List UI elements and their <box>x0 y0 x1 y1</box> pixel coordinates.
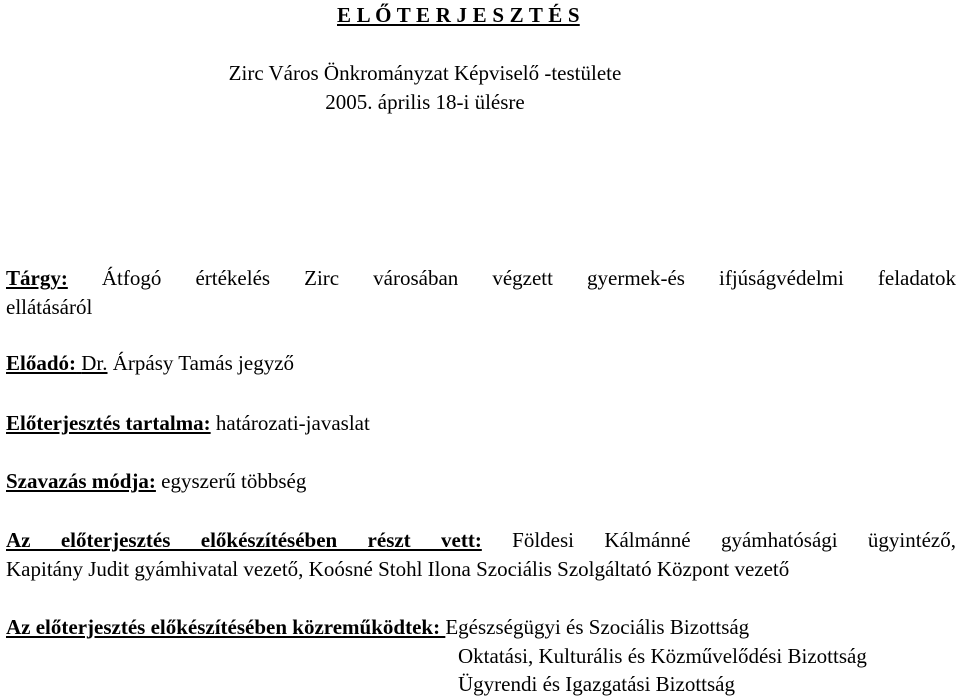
body-name: Zirc Város Önkrományzat Képviselő -testülete <box>228 61 622 85</box>
preparers-line-2 <box>6 556 789 582</box>
voting-line <box>6 468 306 494</box>
contributors-line-1 <box>6 614 749 640</box>
document-title: E L Ő T E R J E S Z T É S <box>337 3 580 27</box>
contributor-item: Egészségügyi és Szociális Bizottság <box>445 615 750 639</box>
voting-value: egyszerű többség <box>155 469 307 493</box>
subject-line-2 <box>6 294 92 320</box>
preparers-label: Az előterjesztés előkészítésében részt vett: <box>6 528 482 552</box>
content-value: határozati-javaslat <box>210 411 370 435</box>
presenter-name: Árpásy Tamás jegyző <box>107 351 295 375</box>
contributor-item: Ügyrendi és Igazgatási Bizottság <box>458 672 735 696</box>
meeting-date: 2005. április 18-i ülésre <box>325 90 525 114</box>
presenter-name-title: Dr. <box>81 351 108 375</box>
presenter-line <box>6 350 294 376</box>
preparers-line-1 <box>6 527 956 554</box>
contributors-label: Az előterjesztés előkészítésében közreműködtek: <box>6 615 446 639</box>
contributor-item: Oktatási, Kulturális és Közművelődési Bizottság <box>458 644 867 668</box>
subject-line-1 <box>6 265 956 292</box>
subject-text-1: Átfogó értékelés Zirc városában végzett gyermek-és ifjúságvédelmi feladatok <box>101 266 956 290</box>
subject-text-2: ellátásáról <box>6 295 93 319</box>
voting-label: Szavazás módja: <box>6 469 156 493</box>
content-label: Előterjesztés tartalma: <box>6 411 211 435</box>
subject-label: Tárgy: <box>6 266 68 290</box>
content-line <box>6 410 370 436</box>
preparers-value-1: Földesi Kálmánné gyámhatósági ügyintéző, <box>481 528 956 552</box>
preparers-value-2: Kapitány Judit gyámhivatal vezető, Koósné Stohl Ilona Szociális Szolgáltató Központ vezető <box>6 557 790 581</box>
presenter-label: Előadó: Dr. <box>6 351 108 375</box>
